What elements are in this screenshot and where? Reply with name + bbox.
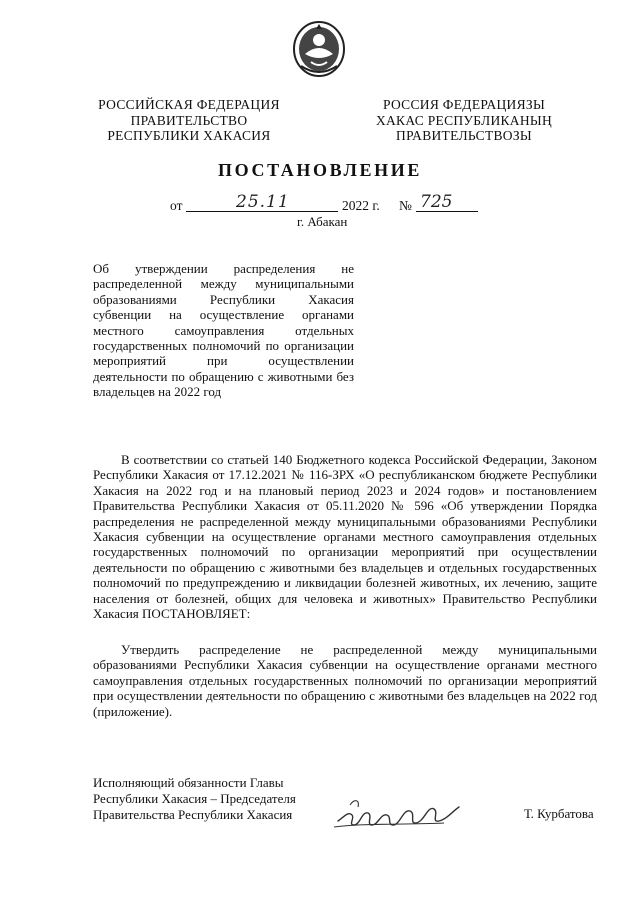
- date-from-label: от: [170, 198, 183, 213]
- document-title: ПОСТАНОВЛЕНИЕ: [218, 160, 422, 180]
- signatory-line-3: Правительства Республики Хакасия: [93, 807, 293, 822]
- number-label: №: [399, 198, 412, 213]
- header-right-line-2: ХАКАС РЕСПУБЛИКАНЫҢ: [375, 112, 553, 128]
- header-right-line-3: ПРАВИТЕЛЬСТВОЗЫ: [396, 128, 532, 143]
- subject-text: Об утверждении распределения не распределенной между муниципальными образованиями Республики Хакасия субвенции на осуществление органами местного самоуправления отдельных государственных полномочий по организации мероприятий при осуществлении деятельности по обращению с животными без владельцев на 2022 год: [93, 261, 354, 400]
- header-left-line-2: ПРАВИТЕЛЬСТВО: [130, 112, 248, 128]
- signatory-position: [93, 775, 296, 823]
- header-left-line-1: РОССИЙСКАЯ ФЕДЕРАЦИЯ: [98, 97, 280, 112]
- signatory-name: Т. Курбатова: [524, 806, 594, 821]
- header-right-block: [354, 97, 574, 144]
- handwritten-date: 25.11: [236, 192, 290, 212]
- handwritten-number: 725: [420, 192, 453, 212]
- coat-of-arms-emblem-icon: [291, 18, 347, 78]
- signatory-line-2: Республики Хакасия – Председателя: [93, 791, 296, 806]
- date-number-line: [0, 194, 640, 216]
- body-paragraph-1: В соответствии со статьей 140 Бюджетного кодекса Российской Федерации, Законом Республики Хакасия от 17.12.2021 № 116-ЗРХ «О республиканском бюджете Республики Хакасия на 2022 год и на плановый период 2023 и 2024 годов» и постановлением Правительства Республики Хакасия от 05.11.2020 № 596 «Об утверждении Порядка распределения не распределенной между муниципальными образованиями Республики Хакасия субвенции на осуществление органами местного самоуправления отдельных государственных полномочий по организации мероприятий при осуществлении деятельности по обращению с животными без владельцев и отдельных государственных полномочий по предупреждению и ликвидации болезней животных, их лечению, защите населения от болезней, общих для человека и животных» Правительство Республики Хакасия ПОСТАНОВЛЯЕТ:: [93, 452, 597, 622]
- header-left-block: [84, 97, 294, 144]
- header-left-line-3: РЕСПУБЛИКИ ХАКАСИЯ: [107, 128, 271, 143]
- header-right-line-1: РОССИЯ ФЕДЕРАЦИЯЗЫ: [382, 97, 546, 112]
- date-year: 2022 г.: [342, 198, 380, 213]
- signatory-line-1: Исполняющий обязанности Главы: [93, 775, 284, 790]
- city-label: г. Абакан: [297, 214, 348, 229]
- handwritten-signature-icon: [330, 795, 470, 833]
- body-paragraph-2: Утвердить распределение не распределенной между муниципальными образованиями Республики Хакасия субвенции на осуществление органами местного самоуправления отдельных государственных полномочий по организации мероприятий при осуществлении деятельности по обращению с животными без владельцев на 2022 год (приложение).: [93, 642, 597, 719]
